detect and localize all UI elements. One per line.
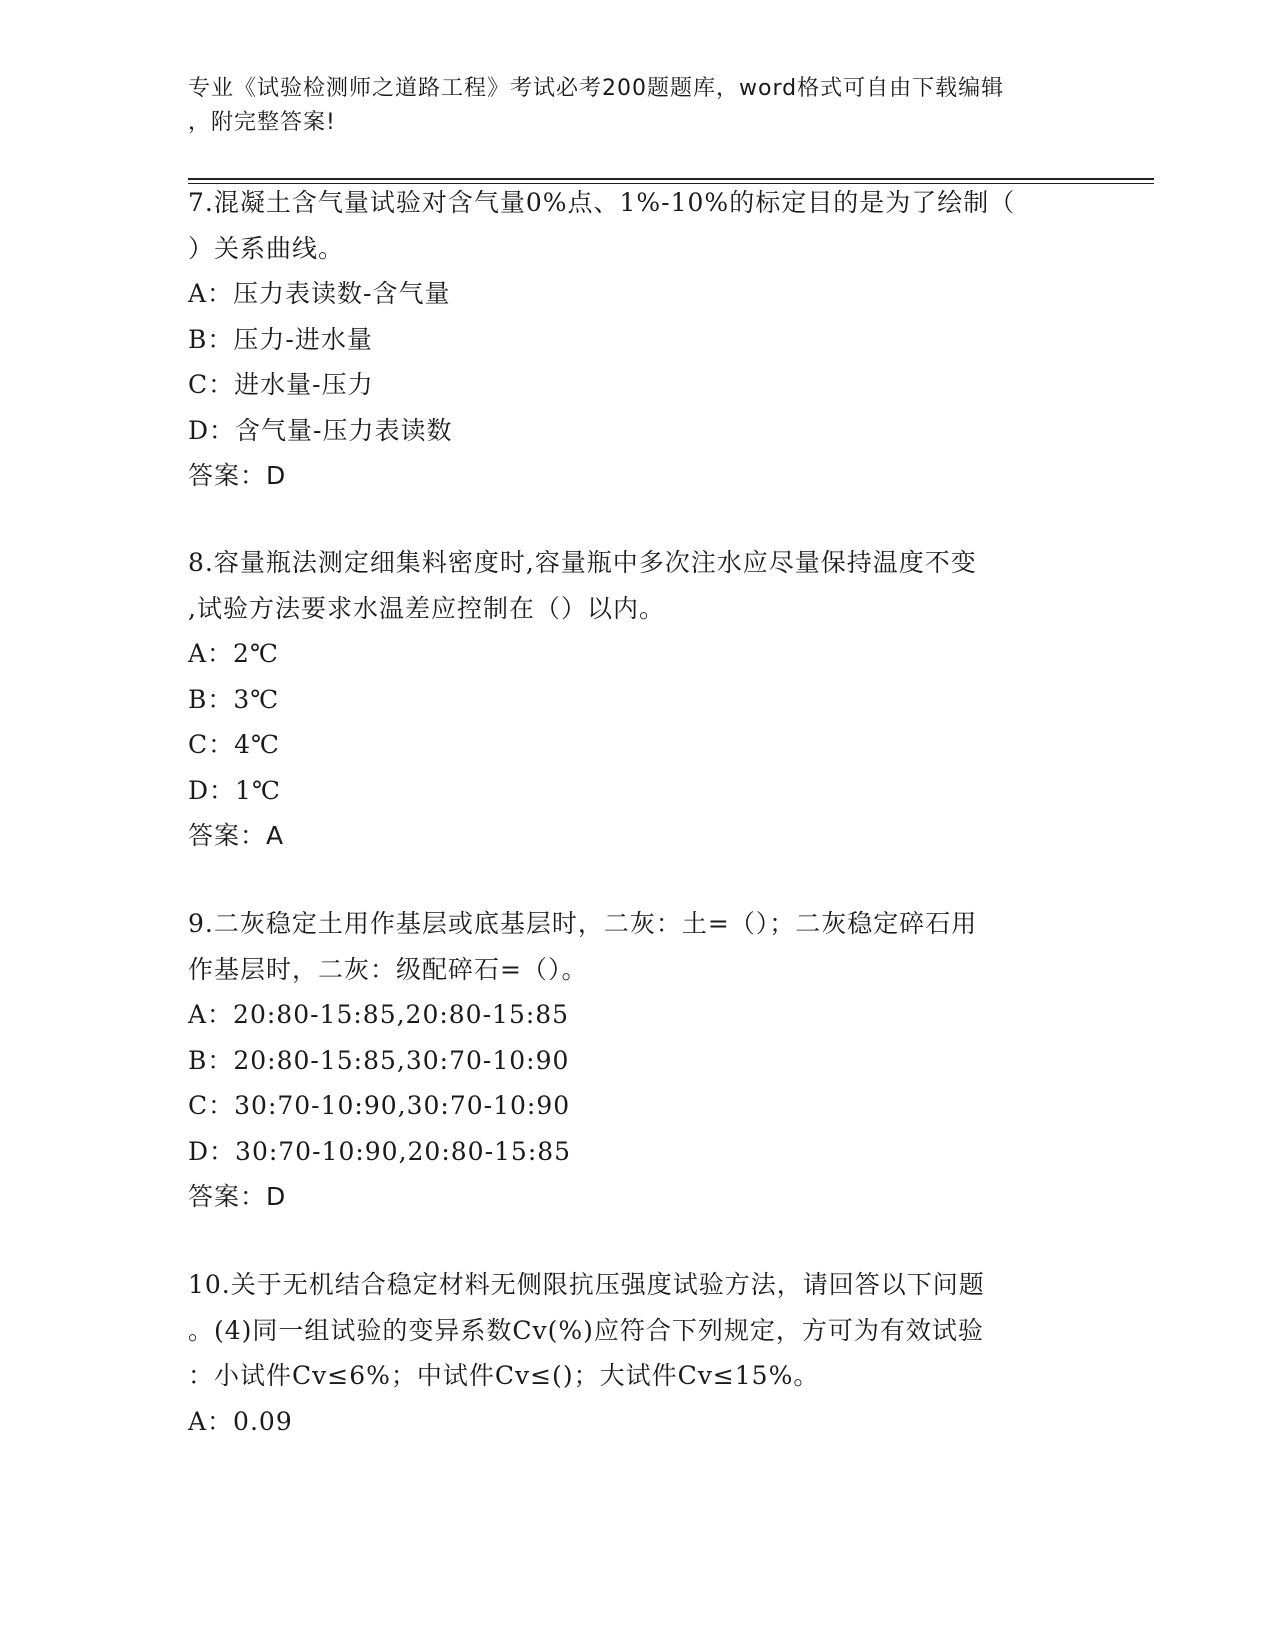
question-stem-line: 7.混凝土含气量试验对含气量0%点、1%-10%的标定目的是为了绘制（ (188, 188, 1016, 217)
question-stem-line: 10.关于无机结合稳定材料无侧限抗压强度试验方法，请回答以下问题 (188, 1270, 985, 1299)
option-b: B：20:80-15:85,30:70-10:90 (188, 1045, 570, 1075)
question-stem-line: 作基层时，二灰：级配碎石=（）。 (188, 954, 588, 984)
question-stem-line: ,试验方法要求水温差应控制在（）以内。 (188, 593, 665, 623)
answer-line: 答案：D (188, 1182, 287, 1211)
question-stem-line: ：小试件Cv≤6%；中试件Cv≤()；大试件Cv≤15%。 (188, 1361, 820, 1390)
option-a: A：0.09 (188, 1406, 293, 1436)
option-b: B：压力-进水量 (188, 324, 373, 354)
question-9 (188, 901, 1078, 1220)
option-b: B：3℃ (188, 684, 280, 714)
option-d: D：1℃ (188, 775, 281, 805)
option-d: D：含气量-压力表读数 (188, 415, 453, 445)
question-stem-line: 8.容量瓶法测定细集料密度时,容量瓶中多次注水应尽量保持温度不变 (188, 548, 977, 577)
option-a: A：2℃ (188, 639, 279, 668)
option-c: C：4℃ (188, 730, 281, 759)
option-a: A：压力表读数-含气量 (188, 279, 451, 308)
question-stem-line: ）关系曲线。 (188, 233, 345, 263)
option-a: A：20:80-15:85,20:80-15:85 (188, 1000, 570, 1029)
question-stem-line: 9.二灰稳定土用作基层或底基层时，二灰：土=（）；二灰稳定碎石用 (188, 909, 978, 938)
option-c: C：30:70-10:90,30:70-10:90 (188, 1091, 571, 1120)
answer-line: 答案：D (188, 461, 287, 490)
question-stem-line: 。(4)同一组试验的变异系数Cv(%)应符合下列规定，方可为有效试验 (188, 1315, 984, 1345)
question-8 (188, 540, 1078, 859)
document-header (188, 72, 1068, 140)
option-c: C：进水量-压力 (188, 370, 374, 399)
option-d: D：30:70-10:90,20:80-15:85 (188, 1136, 572, 1166)
question-10 (188, 1262, 1078, 1444)
header-line-1: 专业《试验检测师之道路工程》考试必考200题题库，word格式可自由下载编辑 (188, 76, 1005, 101)
question-7 (188, 180, 1078, 499)
answer-line: 答案：A (188, 821, 285, 850)
header-line-2: ，附完整答案! (188, 110, 336, 135)
